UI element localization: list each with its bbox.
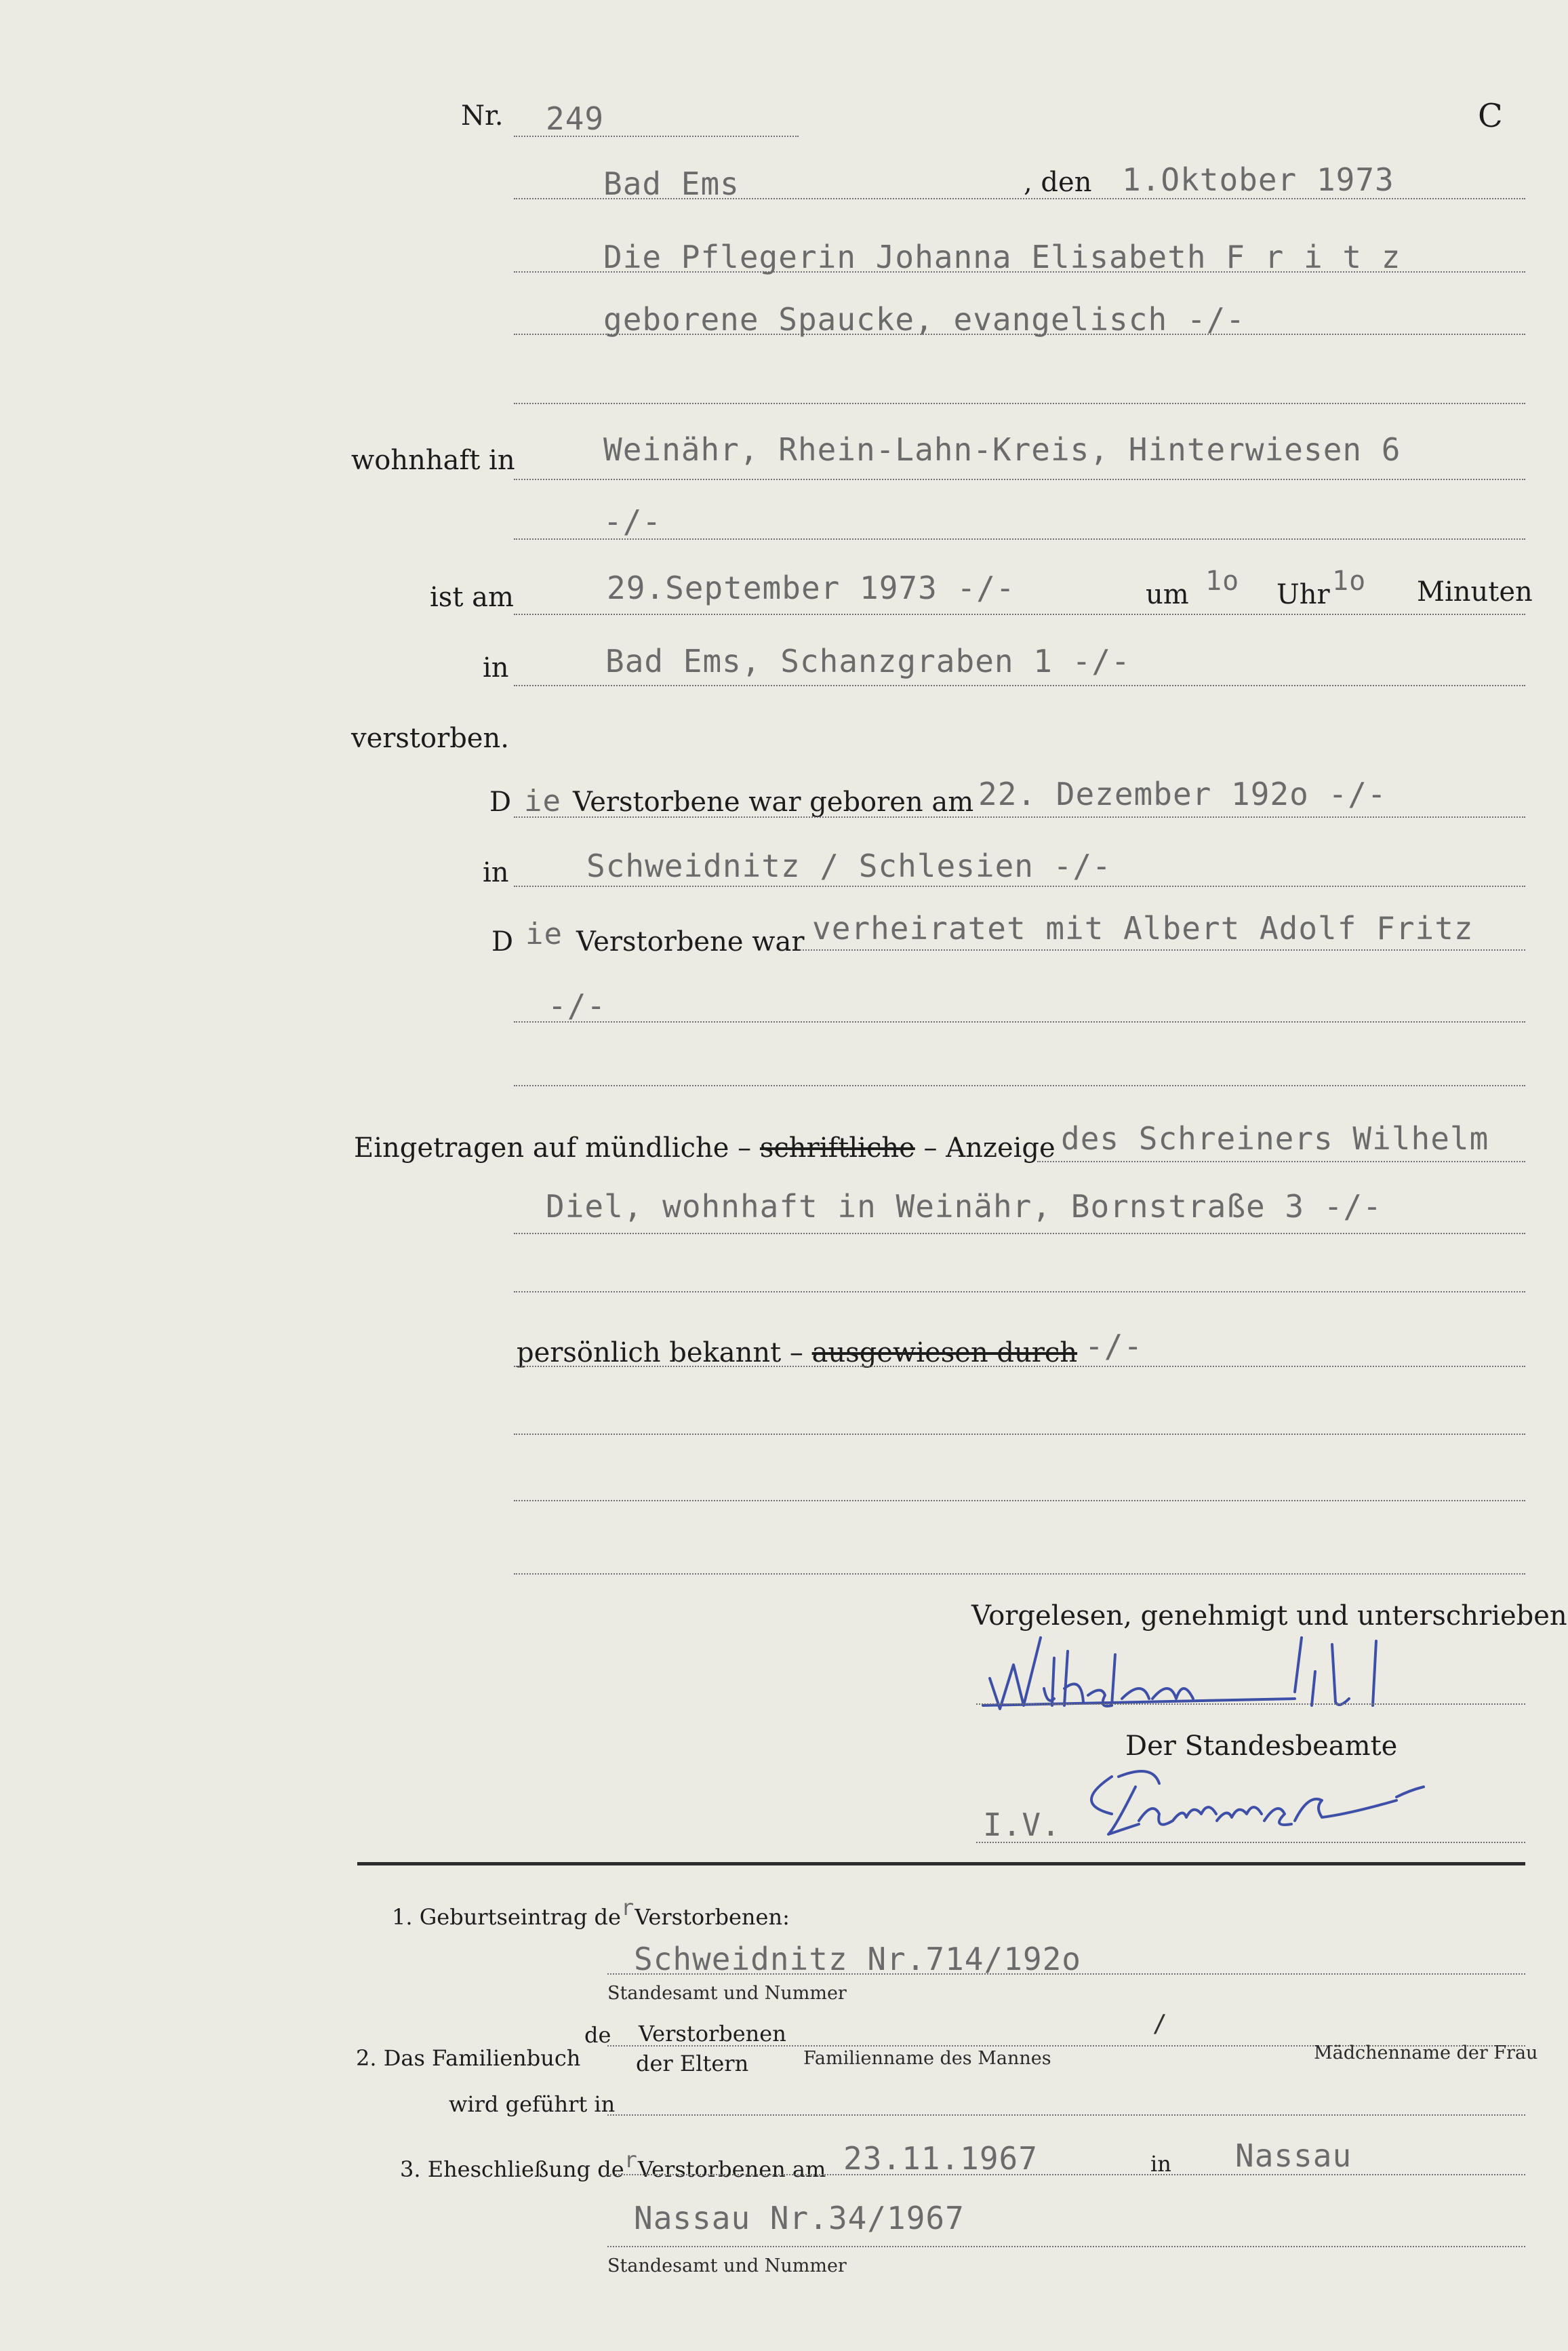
marriage-line [607, 2174, 1525, 2175]
marriage-label-a: 3. Eheschließung de [400, 2156, 624, 2182]
marriage-label [400, 2147, 826, 2182]
blank-line-1 [514, 403, 1525, 404]
section-divider [357, 1862, 1525, 1865]
death-hour: 1o [1205, 566, 1240, 597]
identity-label-struck: ausgewiesen durch [811, 1337, 1078, 1368]
birth-entry-label-b: Verstorbenen: [635, 1904, 790, 1930]
death-place-line [514, 685, 1525, 686]
marriage-office-value: Nassau Nr.34/1967 [634, 2200, 965, 2236]
blank-line-6 [514, 1573, 1525, 1575]
birth-entry-label-a: 1. Geburtseintrag de [392, 1904, 621, 1930]
husband-caption: Familienname des Mannes [803, 2048, 1051, 2069]
nr-label: Nr. [461, 100, 504, 132]
birth-date: 22. Dezember 192o -/- [978, 776, 1387, 812]
marriage-label-b: Verstorbenen am [637, 2156, 826, 2182]
minuten-label: Minuten [1417, 576, 1533, 608]
registrar-signature [1071, 1756, 1532, 1851]
identity-value: -/- [1085, 1328, 1144, 1364]
informant: des Schreiners Wilhelm [1061, 1120, 1489, 1157]
um-label: um [1146, 579, 1189, 610]
report-label-b: – Anzeige [923, 1132, 1056, 1164]
residence-label: wohnhaft in [351, 445, 515, 476]
report-line-1 [1037, 1161, 1525, 1162]
family-book-slash: / [1152, 2010, 1168, 2038]
record-date: 1.Oktober 1973 [1122, 161, 1394, 198]
residence-line-2 [514, 538, 1525, 540]
death-date: 29.September 1973 -/- [607, 570, 1016, 606]
status-d-suffix: ie [525, 917, 563, 951]
report-label-a: Eingetragen auf mündliche – [354, 1132, 752, 1164]
deceased-birthname: geborene Spaucke, evangelisch -/- [603, 301, 1245, 338]
option-eltern: der Eltern [636, 2051, 749, 2076]
identity-label-a: persönlich bekannt – [517, 1337, 803, 1368]
birth-d-suffix: ie [524, 784, 561, 818]
birth-entry-value: Schweidnitz Nr.714/192o [634, 1941, 1081, 1977]
birth-place-label: in [483, 857, 509, 888]
status-line [800, 949, 1525, 951]
place: Bad Ems [603, 165, 740, 202]
registrar-label: Der Standesbeamte [1125, 1731, 1398, 1762]
death-date-label: ist am [430, 582, 514, 613]
status-label: Verstorbene war [576, 926, 805, 957]
wife-caption: Mädchenname der Frau [1314, 2042, 1538, 2063]
identity-label [517, 1337, 1077, 1368]
verstorben-label: verstorben. [351, 723, 509, 754]
read-approved-label: Vorgelesen, genehmigt und unterschrieben [971, 1600, 1567, 1632]
deceased-line-2 [514, 334, 1525, 335]
marriage-office-caption: Standesamt und Nummer [607, 2255, 847, 2276]
birth-place: Schweidnitz / Schlesien -/- [586, 848, 1112, 884]
uhr-label: Uhr [1276, 579, 1330, 610]
kept-in-line [607, 2114, 1525, 2116]
den-label: , den [1024, 167, 1092, 198]
nr-line [514, 136, 799, 137]
record-number: 249 [546, 100, 605, 137]
family-book-de: de [584, 2022, 611, 2048]
deceased-line-1 [514, 271, 1525, 273]
death-date-line [514, 614, 1525, 615]
birth-place-line [514, 886, 1525, 887]
deceased-name: Die Pflegerin Johanna Elisabeth F r i t z [603, 239, 1401, 275]
kept-in-label: wird geführt in [449, 2091, 616, 2117]
registrar-signature-line [976, 1842, 1525, 1843]
identity-line [514, 1366, 1525, 1367]
birth-entry-sup: r [620, 1895, 635, 1920]
status-line-2 [514, 1021, 1525, 1023]
informant-signature [976, 1624, 1437, 1719]
death-minute: 1o [1332, 566, 1367, 597]
birth-entry-label [392, 1895, 790, 1930]
report-label [354, 1132, 1056, 1164]
birth-entry-caption: Standesamt und Nummer [607, 1983, 847, 2004]
informant-address: Diel, wohnhaft in Weinähr, Bornstraße 3 -/- [546, 1188, 1382, 1225]
death-place: Bad Ems, Schanzgraben 1 -/- [605, 643, 1131, 679]
blank-line-5 [514, 1500, 1525, 1501]
marriage-place: Nassau [1235, 2137, 1352, 2174]
marital-status: verheiratet mit Albert Adolf Fritz [812, 910, 1474, 947]
report-label-struck: schriftliche [759, 1132, 915, 1164]
blank-line-4 [514, 1434, 1525, 1435]
blank-line-3 [514, 1291, 1525, 1292]
residence-line-1 [514, 479, 1525, 480]
status-d-label: D [491, 926, 514, 957]
family-book-label: 2. Das Familienbuch [356, 2045, 581, 2071]
birth-d-label: D [489, 787, 512, 818]
birth-line [514, 816, 1525, 818]
marriage-date: 23.11.1967 [843, 2140, 1038, 2177]
death-place-label: in [483, 652, 509, 684]
option-verstorbenen: Verstorbenen [639, 2021, 786, 2047]
residence-address: Weinähr, Rhein-Lahn-Kreis, Hinterwiesen 6 [603, 431, 1401, 468]
blank-line-2 [514, 1085, 1525, 1086]
form-letter: C [1478, 97, 1503, 135]
birth-entry-line [607, 1973, 1525, 1975]
birth-label: Verstorbene war geboren am [573, 787, 974, 818]
residence-continued: -/- [603, 503, 662, 540]
iv-label: I.V. [983, 1806, 1061, 1843]
informant-signature-line [976, 1703, 1525, 1705]
report-line-2 [514, 1233, 1525, 1234]
marriage-sup: r [624, 2147, 638, 2173]
status-continued: -/- [548, 987, 607, 1024]
place-date-line [514, 198, 1525, 199]
marriage-office-line [607, 2246, 1525, 2247]
marriage-in-label: in [1150, 2151, 1171, 2177]
